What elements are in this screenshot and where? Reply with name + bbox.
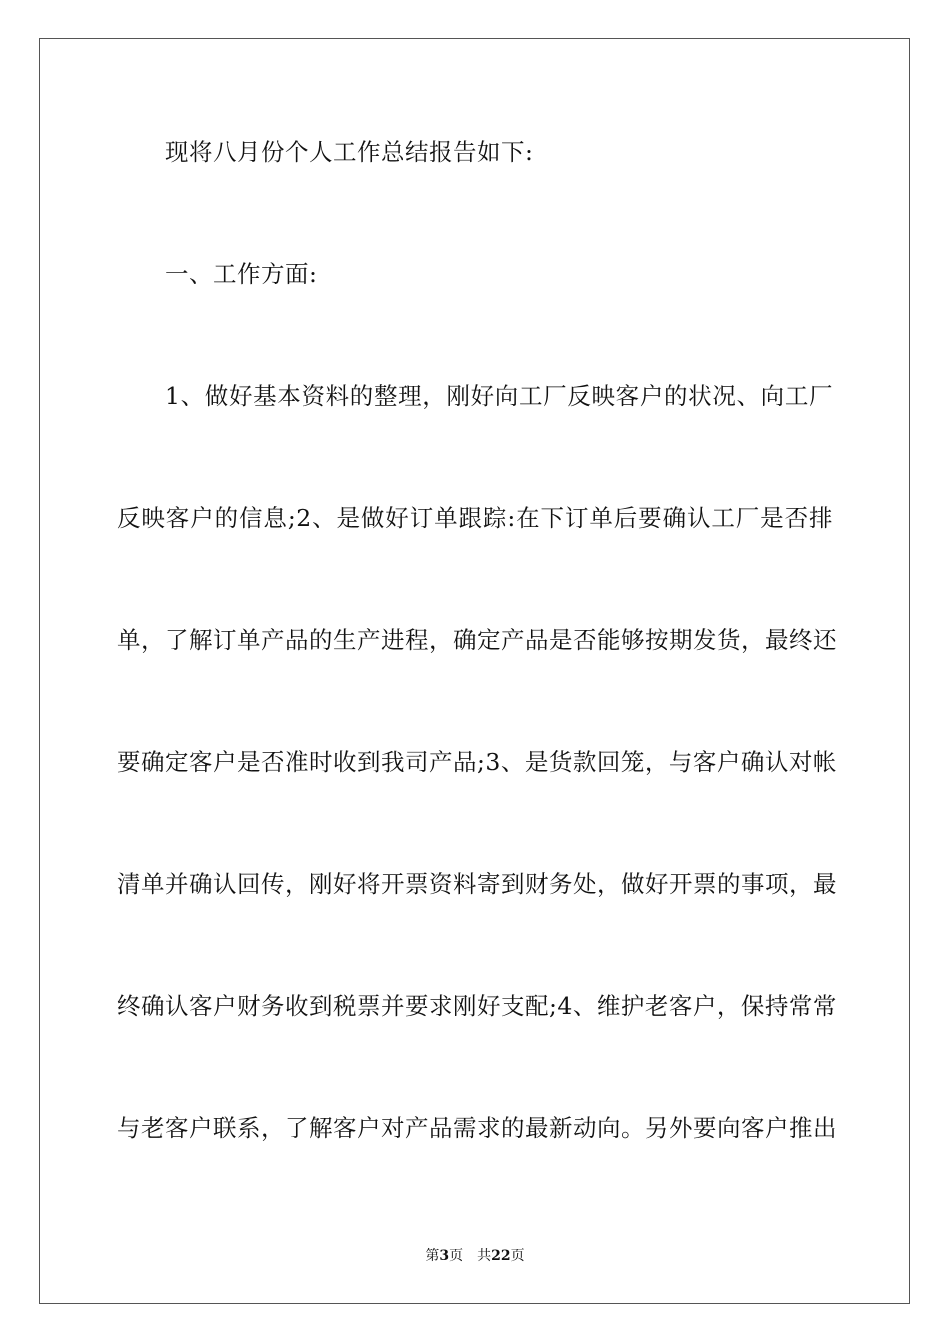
paragraph-line: 单，了解订单产品的生产进程，确定产品是否能够按期发货，最终还 [117,626,837,654]
section-heading: 一、工作方面: [165,260,318,288]
intro-line: 现将八月份个人工作总结报告如下: [165,138,534,166]
page-prefix: 第 [425,1248,440,1264]
total-suffix: 页 [510,1248,525,1264]
total-page-number: 22 [491,1248,511,1264]
paragraph-line: 反映客户的信息;2、是做好订单跟踪:在下订单后要确认工厂是否排 [117,504,833,532]
page-suffix: 页 [449,1248,464,1264]
paragraph-line: 1、做好基本资料的整理，刚好向工厂反映客户的状况、向工厂 [165,382,833,410]
total-prefix: 共 [477,1248,492,1264]
paragraph-line: 要确定客户是否准时收到我司产品;3、是货款回笼，与客户确认对帐 [117,748,837,776]
paragraph-line: 与老客户联系，了解客户对产品需求的最新动向。另外要向客户推出 [117,1114,837,1142]
paragraph-line: 清单并确认回传，刚好将开票资料寄到财务处，做好开票的事项，最 [117,870,837,898]
current-page-number: 3 [439,1248,450,1264]
paragraph-line: 终确认客户财务收到税票并要求刚好支配;4、维护老客户，保持常常 [117,992,837,1020]
page-footer [0,1247,950,1265]
